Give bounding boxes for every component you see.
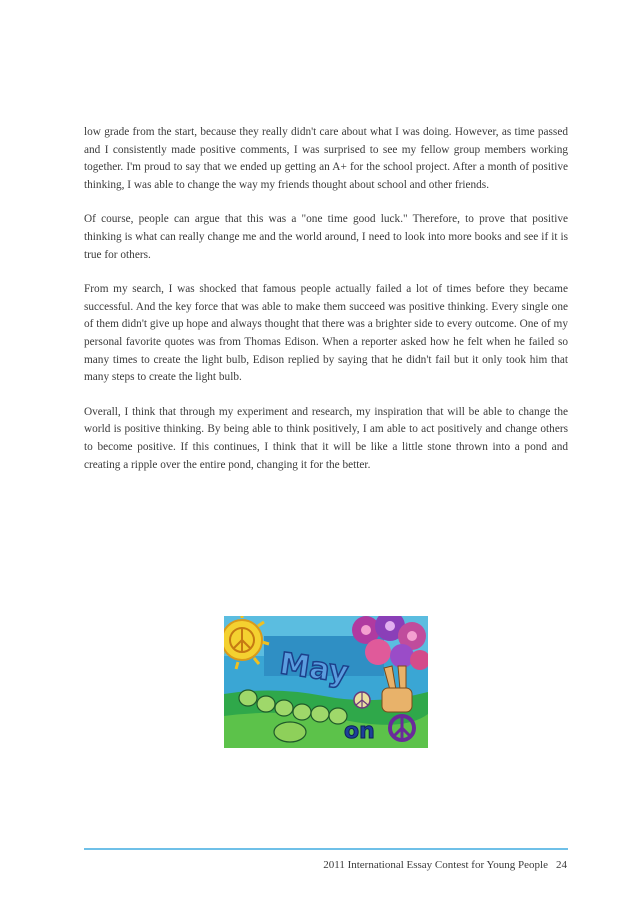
illustration-artwork (224, 616, 428, 748)
peace-badge-icon (354, 692, 370, 708)
illustration-lettering-may: May (277, 646, 351, 691)
crayon-illustration (224, 616, 428, 748)
footer-rule (84, 848, 568, 850)
paragraph-2: Of course, people can argue that this was a "one time good luck." Therefore, to prove that positive thinking is what can really change me and the world around, I need to look into more books and see if it is true for others. (84, 213, 568, 261)
paragraph-3: From my search, I was shocked that famous people actually failed a lot of times before they became successful. And the key force that was able to make them succeed was positive thinking. Every single one of them didn't give up hope and always thought that there was a brighter side to every outcome. One of my personal favorite quotes was from Thomas Edison. When a reporter asked how he felt when he failed so many times to create the light bulb, Edison replied by saying that he didn't fail but it only took him that many steps to create the light bulb. (84, 283, 568, 384)
footer-contest-title: 2011 International Essay Contest for Young People (323, 859, 548, 871)
paragraph-4: Overall, I think that through my experiment and research, my inspiration that will be able to change the world is positive thinking. By being able to think positively, I am able to act positively and change others to become positive. If this continues, I think that it will be like a little stone thrown into a pond and creating a ripple over the entire pond, changing it for the better. (84, 405, 568, 471)
illustration-lettering-on: on (344, 719, 375, 744)
paragraph-1: low grade from the start, because they really didn't care about what I was doing. However, as time passed and I consistently made positive comments, I was surprised to see my fellow group members working together. I'm proud to say that we ended up getting an A+ for the school project. After a month of positive thinking, I was able to change the way my friends thought about school and other friends. (84, 126, 568, 191)
page-footer (84, 859, 567, 871)
essay-body (84, 124, 568, 491)
page-number: 24 (556, 859, 567, 871)
